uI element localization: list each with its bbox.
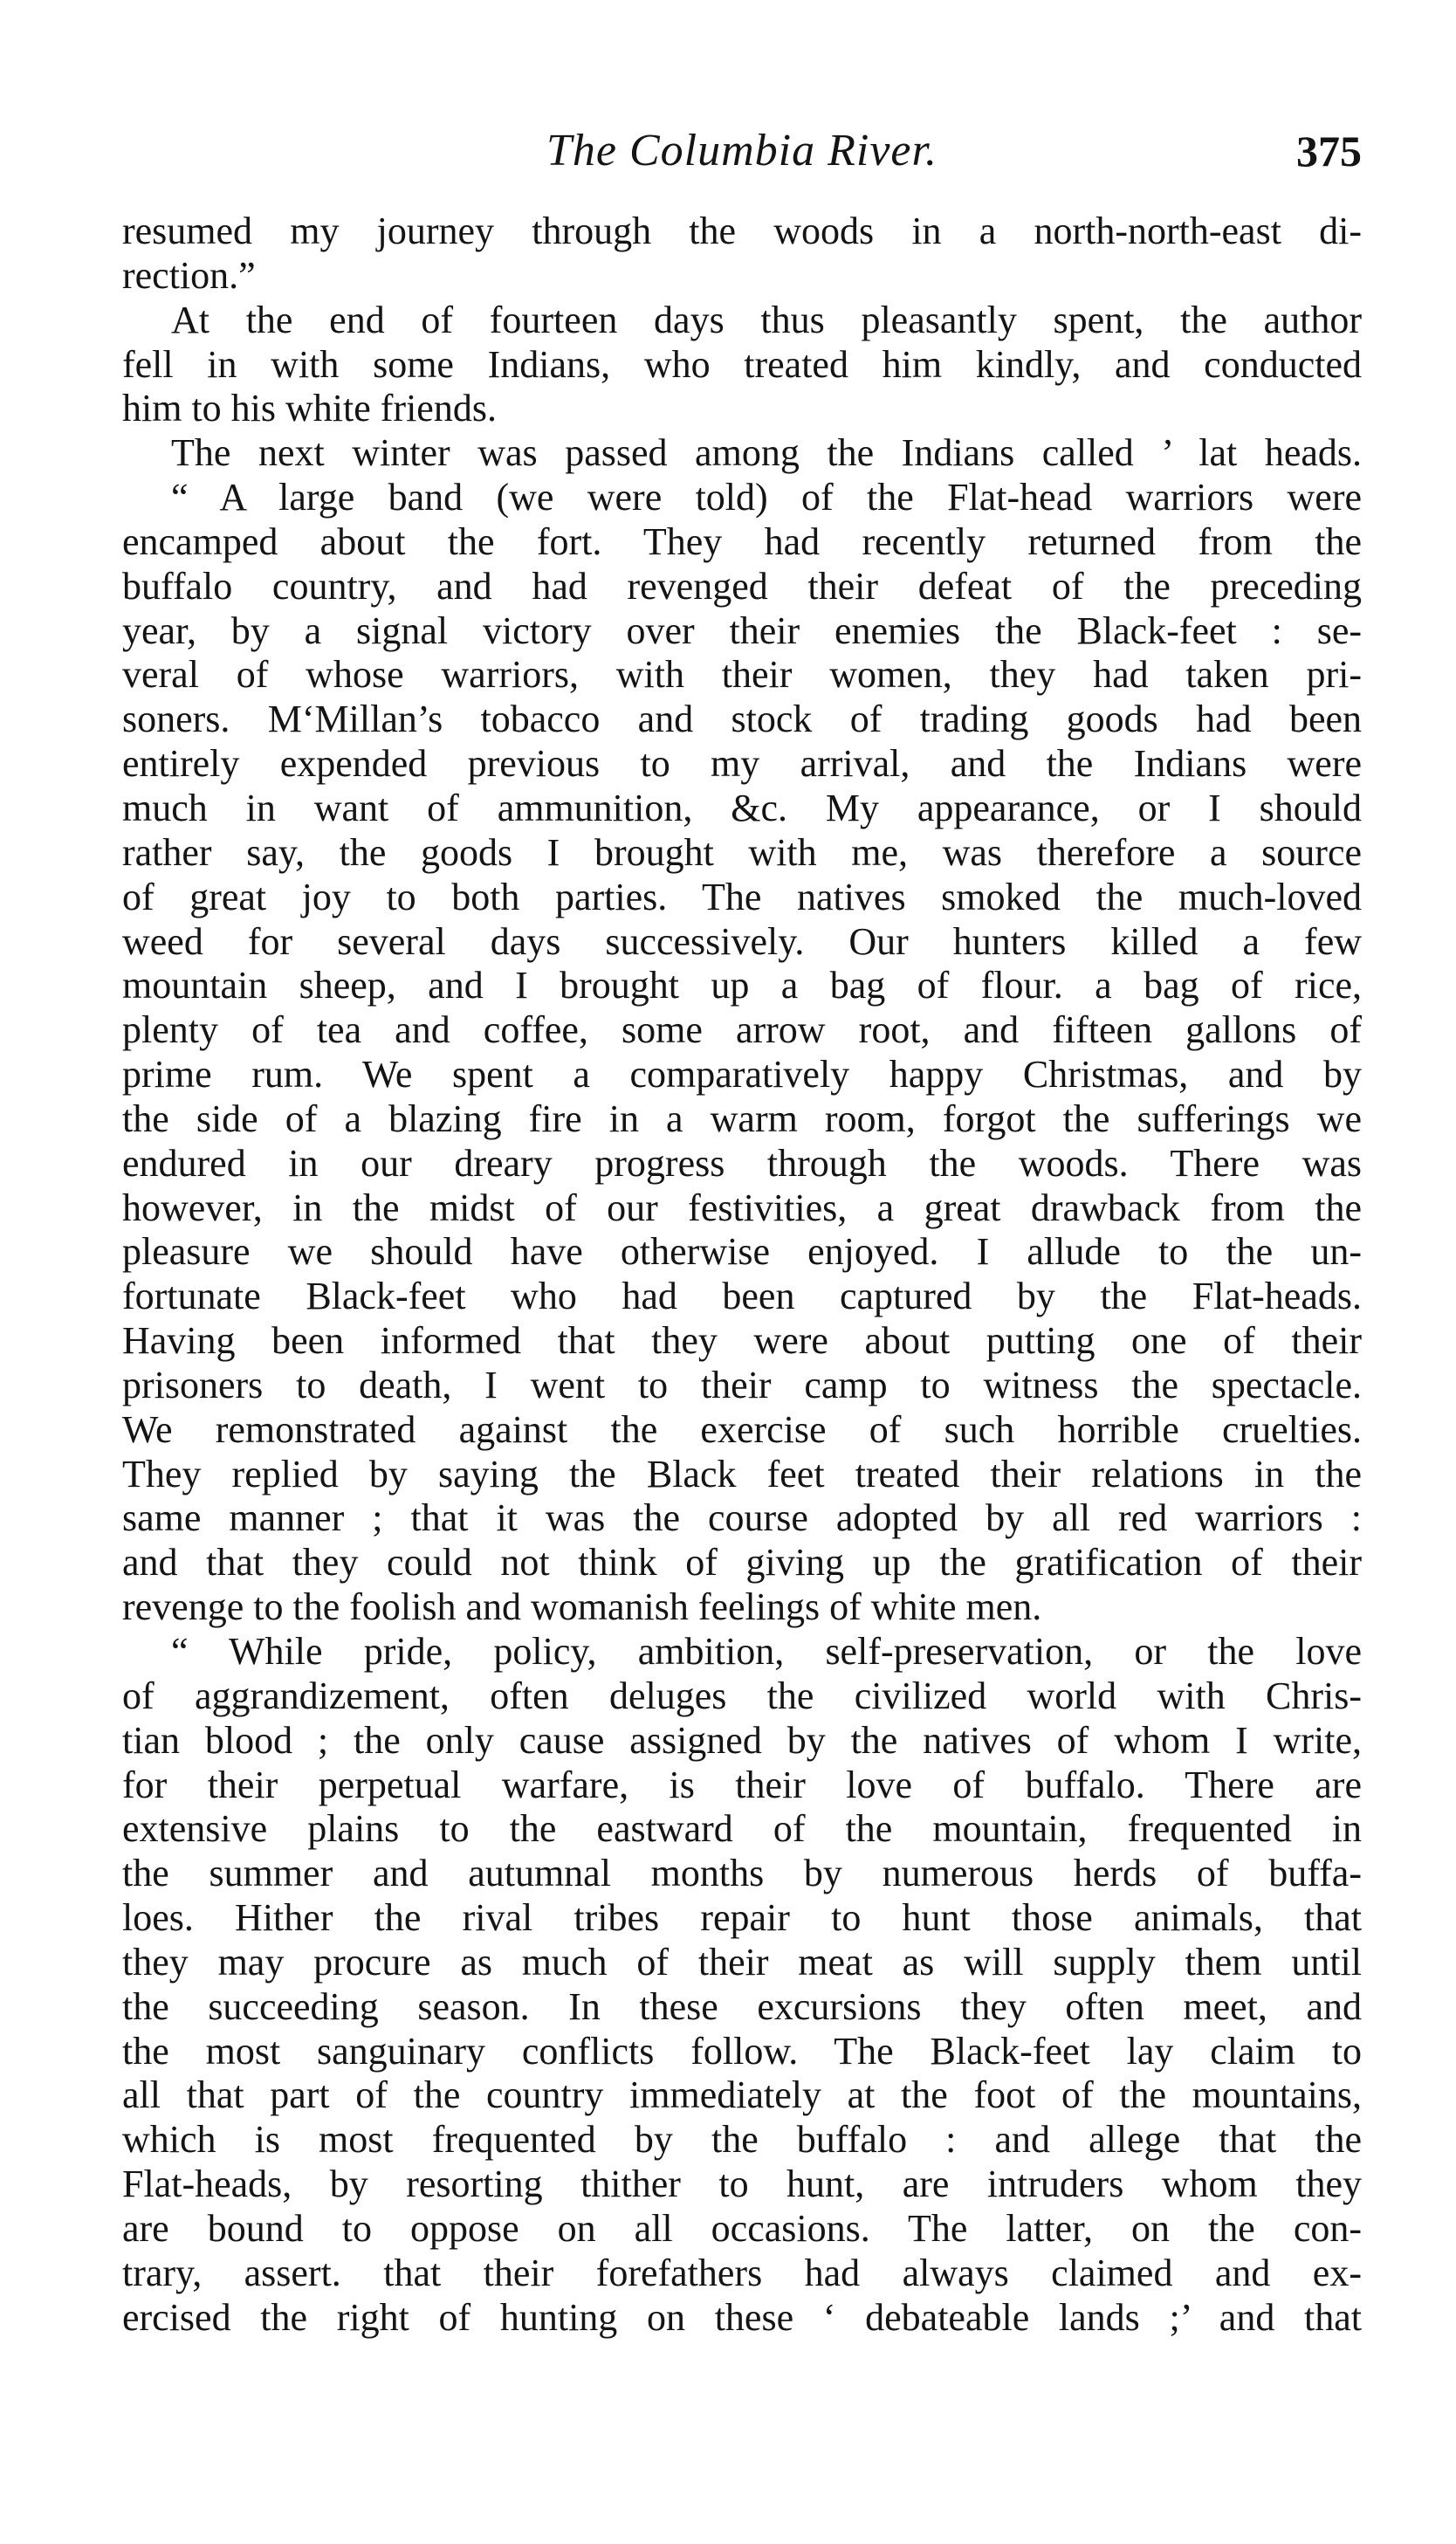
- running-head: [122, 120, 1362, 182]
- text-line: prime rum. We spent a comparatively happy Christmas, and by: [122, 1053, 1362, 1097]
- text-line: entirely expended previous to my arrival, and the Indians were: [122, 742, 1362, 786]
- text-line: ercised the right of hunting on these ‘ debateable lands ;’ and that: [122, 2295, 1362, 2339]
- text-line: tian blood ; the only cause assigned by the natives of whom I write,: [122, 1718, 1362, 1762]
- text-line: endured in our dreary progress through the woods. There was: [122, 1141, 1362, 1185]
- text-line: same manner ; that it was the course adopted by all red warriors :: [122, 1496, 1362, 1540]
- text-line: Flat-heads, by resorting thither to hunt, are intruders whom they: [122, 2162, 1362, 2206]
- text-line: for their perpetual warfare, is their love of buffalo. There are: [122, 1763, 1362, 1806]
- text-line: much in want of ammunition, &c. My appearance, or I should: [122, 786, 1362, 829]
- text-line: him to his white friends.: [122, 387, 497, 430]
- text-line: however, in the midst of our festivities, a great drawback from the: [122, 1186, 1362, 1229]
- body-text: [122, 210, 1362, 2341]
- text-line: soners. M‘Millan’s tobacco and stock of trading goods had been: [122, 698, 1362, 741]
- text-line: the side of a blazing fire in a warm room, forgot the sufferings we: [122, 1097, 1362, 1140]
- text-line: prisoners to death, I went to their camp to witness the spectacle.: [122, 1363, 1362, 1406]
- text-line: trary, assert. that their forefathers had always claimed and ex-: [122, 2251, 1362, 2294]
- text-line: the succeeding season. In these excursions they often meet, and: [122, 1984, 1362, 2028]
- text-line: fortunate Black-feet who had been captured by the Flat-heads.: [122, 1275, 1362, 1318]
- text-line: extensive plains to the eastward of the mountain, frequented in: [122, 1807, 1362, 1851]
- text-line: pleasure we should have otherwise enjoyed. I allude to the un-: [122, 1230, 1362, 1274]
- text-line: At the end of fourteen days thus pleasantly spent, the author: [171, 298, 1362, 341]
- text-line: of great joy to both parties. The natives smoked the much-loved: [122, 875, 1362, 918]
- text-line: year, by a signal victory over their enemies the Black-feet : se-: [122, 608, 1362, 652]
- text-line: rather say, the goods I brought with me, was therefore a source: [122, 830, 1362, 874]
- text-line: We remonstrated against the exercise of such horrible cruelties.: [122, 1407, 1362, 1451]
- text-line: mountain sheep, and I brought up a bag of flour. a bag of rice,: [122, 964, 1362, 1007]
- text-line: resumed my journey through the woods in a north-north-east di-: [122, 210, 1362, 252]
- text-line: are bound to oppose on all occasions. The latter, on the con-: [122, 2206, 1362, 2250]
- text-line: which is most frequented by the buffalo : and allege that the: [122, 2118, 1362, 2162]
- text-line: encamped about the fort. They had recently returned from the: [122, 519, 1362, 563]
- text-line: and that they could not think of giving up the gratification of their: [122, 1541, 1362, 1585]
- text-line: They replied by saying the Black feet treated their relations in the: [122, 1452, 1362, 1495]
- text-line: the summer and autumnal months by numerous herds of buffa-: [122, 1852, 1362, 1895]
- page-number: 375: [1296, 127, 1362, 175]
- text-line: plenty of tea and coffee, some arrow root, and fifteen gallons of: [122, 1008, 1362, 1052]
- text-line: buffalo country, and had revenged their defeat of the preceding: [122, 564, 1362, 608]
- text-line: loes. Hither the rival tribes repair to hunt those animals, that: [122, 1896, 1362, 1940]
- text-line: of aggrandizement, often deluges the civilized world with Chris-: [122, 1674, 1362, 1717]
- text-line: “ A large band (we were told) of the Flat-head warriors were: [171, 476, 1362, 519]
- text-line: the most sanguinary conflicts follow. The Black-feet lay claim to: [122, 2029, 1362, 2073]
- text-line: Having been informed that they were about putting one of their: [122, 1319, 1362, 1363]
- text-line: weed for several days successively. Our hunters killed a few: [122, 919, 1362, 963]
- text-line: all that part of the country immediately at the foot of the mountains,: [122, 2073, 1362, 2117]
- text-line: rection.”: [122, 253, 256, 297]
- text-line: they may procure as much of their meat as will supply them until: [122, 1940, 1362, 1984]
- text-line: fell in with some Indians, who treated him kindly, and conducted: [122, 342, 1362, 386]
- text-line: revenge to the foolish and womanish feelings of white men.: [122, 1585, 1042, 1629]
- text-line: “ While pride, policy, ambition, self-preservation, or the love: [171, 1630, 1362, 1673]
- text-line: veral of whose warriors, with their women, they had taken pri-: [122, 653, 1362, 697]
- running-title: The Columbia River.: [546, 126, 937, 175]
- text-line: The next winter was passed among the Indians called ’ lat heads.: [171, 431, 1362, 475]
